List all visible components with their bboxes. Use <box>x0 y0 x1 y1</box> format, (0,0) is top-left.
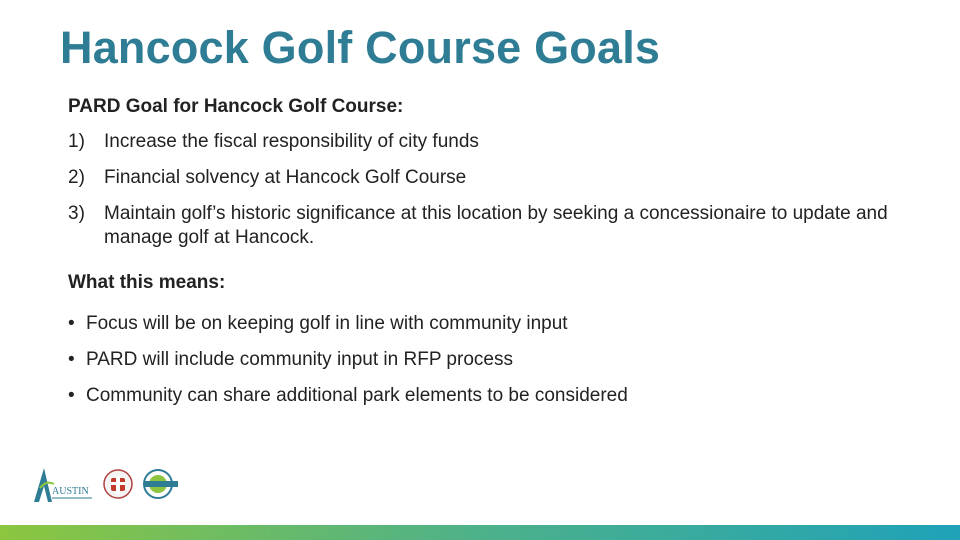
bullet-icon: • <box>68 385 75 406</box>
list-item <box>68 348 908 372</box>
accreditation-badge-logo <box>140 466 180 502</box>
means-heading: What this means: <box>68 272 226 293</box>
goal-text: Maintain golf’s historic significance at this location by seeking a concessionaire to update and manage golf at Hancock. <box>104 203 888 248</box>
austin-logo-text: AUSTIN <box>52 486 89 497</box>
logo-group <box>30 462 180 506</box>
bullet-icon: • <box>68 313 75 334</box>
list-item <box>68 384 908 408</box>
list-item <box>68 312 908 336</box>
bullet-text: PARD will include community input in RFP process <box>86 349 513 370</box>
goal-number: 2) <box>68 167 85 188</box>
means-list <box>68 312 908 408</box>
bullet-text: Community can share additional park elements to be considered <box>86 385 628 406</box>
goal-item <box>68 166 908 190</box>
goal-text: Financial solvency at Hancock Golf Course <box>104 167 467 188</box>
goal-heading: PARD Goal for Hancock Golf Course: <box>68 96 404 117</box>
goal-text: Increase the fiscal responsibility of city funds <box>104 131 479 152</box>
bullet-icon: • <box>68 349 75 370</box>
goal-item <box>68 130 908 154</box>
slide-title: Hancock Golf Course Goals <box>60 22 661 73</box>
goal-number: 1) <box>68 131 85 152</box>
goal-number: 3) <box>68 203 85 224</box>
bullet-text: Focus will be on keeping golf in line with community input <box>86 313 568 334</box>
goals-list <box>68 130 908 250</box>
footer-gradient-bar <box>0 525 960 540</box>
goal-item <box>68 202 908 250</box>
slide-content <box>68 96 908 420</box>
city-seal-logo <box>102 466 134 502</box>
austin-parks-logo <box>30 462 96 506</box>
